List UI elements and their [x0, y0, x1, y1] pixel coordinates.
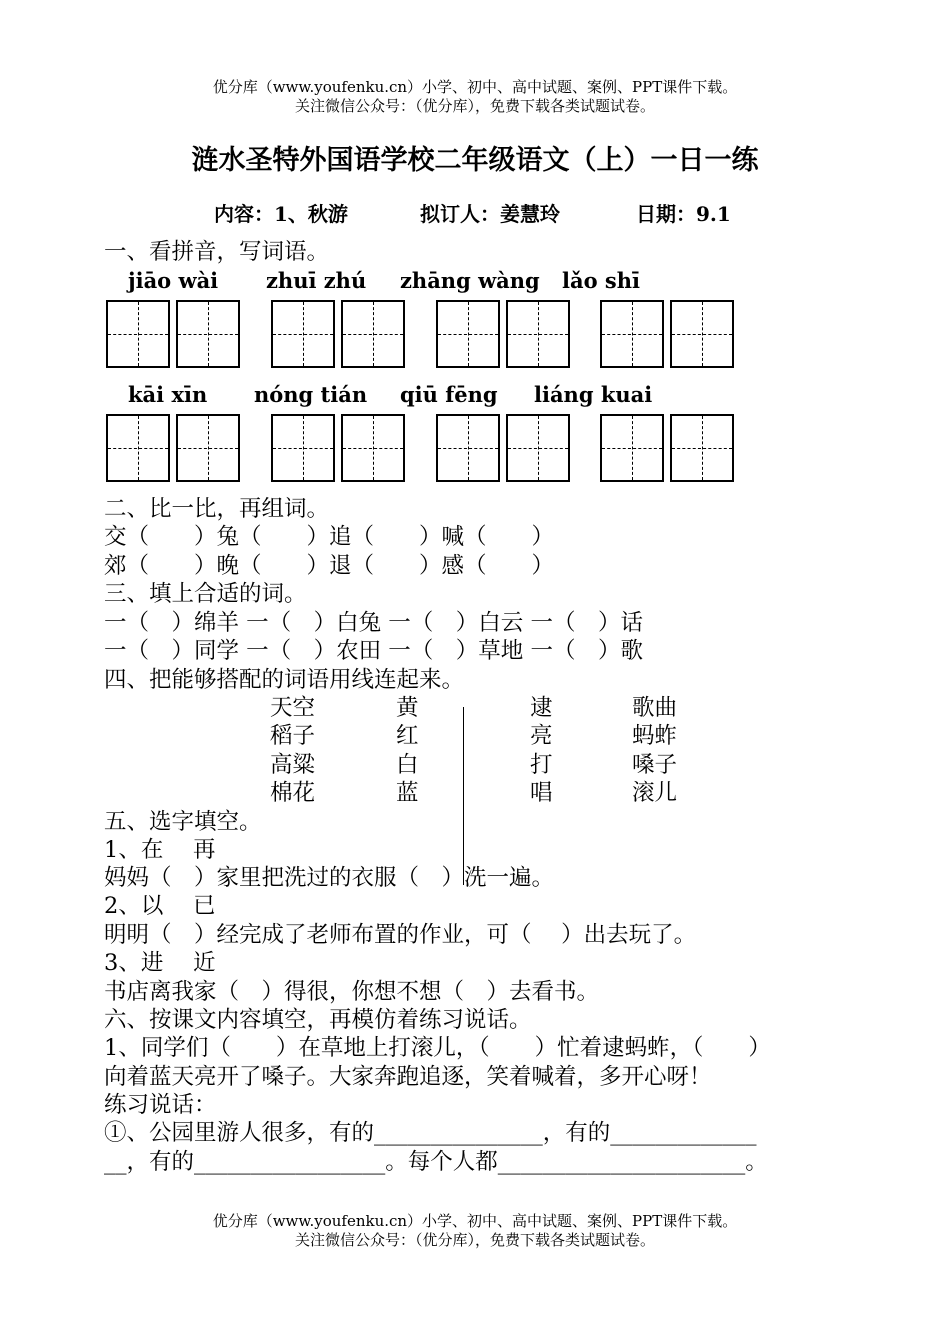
- s6-q1-line-2: 向着蓝天亮开了嗓子。大家奔跑追逐，笑着喊着，多开心呀！: [104, 1064, 712, 1090]
- section-2-heading: 二、比一比，再组词。: [104, 496, 330, 522]
- divider-line: [463, 707, 464, 885]
- pinyin-nongtian: nóng tián: [254, 382, 368, 407]
- writing-box[interactable]: [506, 300, 570, 368]
- pinyin-laoshi: lǎo shī: [562, 268, 640, 293]
- q3-sentence: 书店离我家（ ）得很，你想不想（ ）去看书。: [104, 979, 600, 1005]
- writing-box[interactable]: [176, 414, 240, 482]
- writing-box[interactable]: [670, 300, 734, 368]
- writing-box[interactable]: [670, 414, 734, 482]
- match-object[interactable]: 歌曲: [632, 695, 678, 721]
- practice-label: 练习说话：: [104, 1092, 217, 1118]
- section-5-heading: 五、选字填空。: [104, 809, 262, 835]
- match-noun[interactable]: 天空: [270, 695, 316, 721]
- section-4-heading: 四、把能够搭配的词语用线连起来。: [104, 667, 465, 693]
- match-color[interactable]: 黄: [396, 695, 419, 721]
- match-color[interactable]: 蓝: [396, 780, 419, 806]
- match-noun[interactable]: 稻子: [270, 723, 316, 749]
- writing-box[interactable]: [106, 300, 170, 368]
- pinyin-kaixin: kāi xīn: [128, 382, 208, 407]
- meta-author: 拟订人：姜慧玲: [420, 202, 560, 226]
- match-verb[interactable]: 打: [530, 752, 553, 778]
- writing-box[interactable]: [436, 414, 500, 482]
- meta-date: 日期：9.1: [636, 202, 731, 226]
- pinyin-zhangwang: zhāng wàng: [400, 268, 540, 293]
- header-line-1: 优分库（www.youfenku.cn）小学、初中、高中试题、案例、PPT课件下载。: [212, 78, 738, 96]
- match-color[interactable]: 白: [396, 752, 419, 778]
- match-verb[interactable]: 唱: [530, 780, 553, 806]
- pinyin-qiufeng: qiū fēng: [400, 382, 498, 407]
- compare-line-1: 交（ ）兔（ ）追（ ）喊（ ）: [104, 524, 555, 550]
- writing-box[interactable]: [341, 300, 405, 368]
- s6-q1-line-1: 1、同学们（ ）在草地上打滚儿，（ ）忙着逮蚂蚱，（ ）: [104, 1035, 771, 1061]
- writing-box[interactable]: [600, 414, 664, 482]
- writing-box[interactable]: [176, 300, 240, 368]
- header-line-2: 关注微信公众号：（优分库），免费下载各类试题试卷。: [294, 97, 655, 115]
- q2-sentence: 明明（ ）经完成了老师布置的作业，可（ ）出去玩了。: [104, 922, 697, 948]
- fill-word-line-2: 一（ ）同学 一（ ）农田 一（ ）草地 一（ ）歌: [104, 638, 643, 664]
- pinyin-zhuizhu: zhuī zhú: [266, 268, 367, 293]
- pinyin-jiaowai: jiāo wài: [128, 268, 219, 293]
- match-noun[interactable]: 棉花: [270, 780, 316, 806]
- q3-choices: 3、进 近: [104, 950, 216, 976]
- q1-sentence: 妈妈（ ）家里把洗过的衣服（ ）洗一遍。: [104, 865, 555, 891]
- writing-box[interactable]: [271, 414, 335, 482]
- fill-word-line-1: 一（ ）绵羊 一（ ）白兔 一（ ）白云 一（ ）话: [104, 610, 643, 636]
- page-title: 涟水圣特外国语学校二年级语文（上）一日一练: [191, 145, 759, 176]
- writing-box[interactable]: [436, 300, 500, 368]
- writing-box[interactable]: [106, 414, 170, 482]
- q2-choices: 2、以 已: [104, 893, 216, 919]
- writing-box[interactable]: [600, 300, 664, 368]
- match-object[interactable]: 蚂蚱: [632, 723, 678, 749]
- section-1-heading: 一、看拼音，写词语。: [104, 239, 330, 265]
- match-verb[interactable]: 亮: [530, 723, 553, 749]
- meta-content: 内容：1、秋游: [214, 202, 348, 226]
- writing-box[interactable]: [506, 414, 570, 482]
- practice-line-2: __，有的_________________。每个人都______________________。: [104, 1149, 768, 1175]
- writing-box[interactable]: [341, 414, 405, 482]
- compare-line-2: 郊（ ）晚（ ）退（ ）感（ ）: [104, 553, 555, 579]
- pinyin-liangkuai: liáng kuai: [534, 382, 653, 407]
- match-verb[interactable]: 逮: [530, 695, 553, 721]
- q1-choices: 1、在 再: [104, 837, 216, 863]
- match-color[interactable]: 红: [396, 723, 419, 749]
- match-object[interactable]: 滚儿: [632, 780, 678, 806]
- practice-line-1: ①、公园里游人很多，有的_______________，有的_____________: [104, 1120, 757, 1146]
- writing-box[interactable]: [271, 300, 335, 368]
- match-noun[interactable]: 高粱: [270, 752, 316, 778]
- footer-line-1: 优分库（www.youfenku.cn）小学、初中、高中试题、案例、PPT课件下载。: [212, 1212, 738, 1230]
- section-6-heading: 六、按课文内容填空，再模仿着练习说话。: [104, 1007, 532, 1033]
- footer-line-2: 关注微信公众号：（优分库），免费下载各类试题试卷。: [294, 1231, 655, 1249]
- section-3-heading: 三、填上合适的词。: [104, 581, 307, 607]
- match-object[interactable]: 嗓子: [632, 752, 678, 778]
